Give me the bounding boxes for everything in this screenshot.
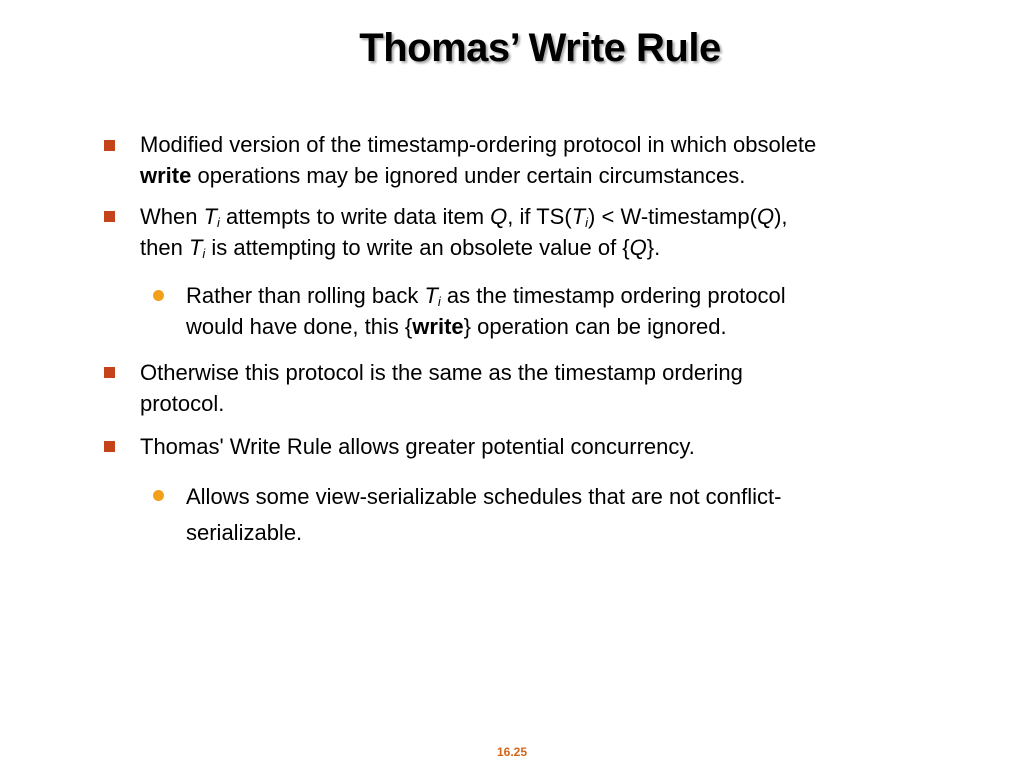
- bullet-1-line1: Modified version of the timestamp-ordering protocol in which obsolete: [140, 132, 817, 157]
- bullet-3: [140, 357, 940, 419]
- sub-i: i: [585, 215, 589, 230]
- square-bullet-icon: [104, 367, 115, 378]
- sub-i: i: [202, 246, 206, 261]
- slide-title: Thomas’ Write Rule: [359, 26, 721, 70]
- bullet-4-sub-line1: Allows some view-serializable schedules that are not conflict-: [186, 484, 782, 509]
- var-t: T: [203, 204, 218, 229]
- bullet-3-line2: protocol.: [140, 391, 225, 416]
- var-t: T: [424, 283, 438, 308]
- square-bullet-icon: [104, 211, 115, 222]
- var-q: Q: [490, 204, 508, 229]
- bullet-1-bold: write: [140, 163, 192, 188]
- var-q: Q: [629, 235, 647, 260]
- bold-write: write: [412, 314, 464, 339]
- dot-bullet-icon: [153, 490, 164, 501]
- var-q: Q: [756, 204, 775, 229]
- bullet-2: [140, 201, 940, 263]
- less-than: <: [601, 204, 615, 229]
- bullet-1-line2: operations may be ignored under certain circumstances.: [191, 163, 746, 188]
- bullet-2-sub: [186, 280, 906, 342]
- text-run: then: [140, 235, 189, 260]
- bullet-4-sub: [186, 479, 906, 551]
- square-bullet-icon: [104, 140, 115, 151]
- bullet-3-line1: Otherwise this protocol is the same as the timestamp ordering: [140, 360, 743, 385]
- text-run: , if TS(: [507, 204, 572, 229]
- text-run: Rather than rolling back: [186, 283, 425, 308]
- text-run: is attempting to write an obsolete value of {: [205, 235, 630, 260]
- text-run: as the timestamp ordering protocol: [440, 283, 786, 308]
- text-run: W-timestamp(: [614, 204, 757, 229]
- text-run: ),: [774, 204, 788, 229]
- text-run: ): [588, 204, 602, 229]
- text-run: would have done, this {: [186, 314, 413, 339]
- var-t: T: [571, 204, 586, 229]
- square-bullet-icon: [104, 441, 115, 452]
- text-run: }.: [646, 235, 661, 260]
- text-run: attempts to write data item: [219, 204, 491, 229]
- bullet-4-sub-line2: serializable.: [186, 520, 303, 545]
- bullet-4: [140, 431, 940, 462]
- text-run: } operation can be ignored.: [463, 314, 727, 339]
- bullet-4-text: Thomas' Write Rule allows greater potential concurrency.: [140, 434, 695, 459]
- page-number: 16.25: [496, 745, 528, 759]
- dot-bullet-icon: [153, 290, 164, 301]
- text-run: When: [140, 204, 204, 229]
- sub-i: i: [217, 215, 220, 230]
- var-t: T: [188, 235, 203, 260]
- sub-i: i: [437, 294, 441, 309]
- bullet-1: [140, 129, 940, 191]
